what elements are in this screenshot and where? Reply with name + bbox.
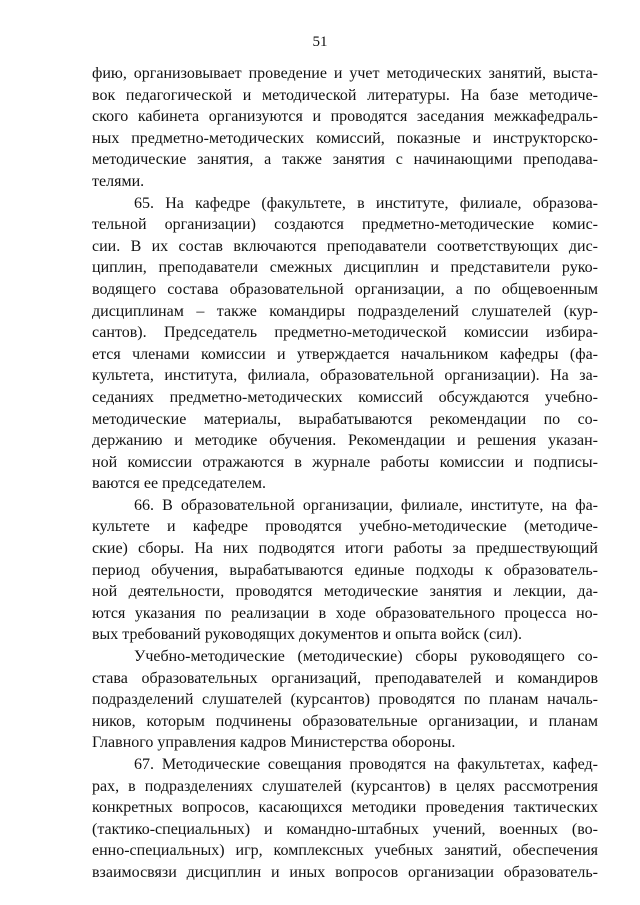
text-line: сантов). Председатель предметно-методической комиссии избира-: [92, 324, 598, 342]
text-line: взаимосвязи дисциплин и иных вопросов организации образователь-: [92, 863, 598, 881]
text-line: методические занятия, а также занятия с начинающими преподава-: [92, 151, 598, 169]
text-line: ников, которым подчинены образовательные организации, и планам: [92, 712, 598, 730]
text-line: фию, организовывает проведение и учет методических занятий, выста-: [92, 65, 598, 82]
text-line: период обучения, вырабатываются единые подходы к образователь-: [92, 561, 598, 579]
text-line: подразделений слушателей (курсантов) проводятся по планам началь-: [92, 691, 598, 709]
text-line: рах, в подразделениях слушателей (курсантов) в целях рассмотрения: [92, 777, 598, 795]
text-line: ной деятельности, проводятся методические занятия и лекции, да-: [92, 583, 598, 601]
text-line: ские) сборы. На них подводятся итоги работы за предшествующий: [92, 540, 598, 558]
text-line: Учебно-методические (методические) сборы руководящего со-: [134, 648, 598, 666]
text-line: тельной организации) создаются предметно-методические комис-: [92, 216, 598, 234]
text-line: методические материалы, вырабатываются рекомендации по со-: [92, 410, 598, 428]
text-line: циплин, преподаватели смежных дисциплин и представители руко-: [92, 259, 598, 277]
text-line: седаниях предметно-методических комиссий обсуждаются учебно-: [92, 388, 598, 406]
text-line: ется членами комиссии и утверждается начальником кафедры (фа-: [92, 345, 598, 363]
text-line: культете и кафедре проводятся учебно-методические (методиче-: [92, 518, 598, 536]
text-line: Главного управления кадров Министерства обороны.: [92, 734, 456, 752]
text-line: вых требований руководящих документов и опыта войск (сил).: [92, 626, 522, 644]
text-line: держанию и методике обучения. Рекомендации и решения указан-: [92, 432, 598, 450]
text-line: 65. На кафедре (факультете, в институте, филиале, образова-: [134, 194, 598, 212]
text-line: (тактико-специальных) и командно-штабных учений, военных (во-: [92, 820, 598, 838]
text-line: енно-специальных) игр, комплексных учебных занятий, обеспечения: [92, 842, 598, 860]
text-line: ются указания по реализации в ходе образовательного процесса но-: [92, 604, 598, 622]
text-line: телями.: [92, 172, 145, 190]
text-line: ского кабинета организуются и проводятся заседания межкафедраль-: [92, 108, 598, 126]
text-line: конкретных вопросов, касающихся методики проведения тактических: [92, 799, 598, 817]
page-number: 51: [312, 34, 328, 50]
text-line: дисциплинам – также командиры подразделений слушателей (кур-: [92, 302, 598, 320]
text-line: ной комиссии отражаются в журнале работы комиссии и подписы-: [92, 453, 598, 471]
text-line: ных предметно-методических комиссий, показные и инструкторско-: [92, 129, 598, 147]
document-body-text: [92, 63, 598, 884]
text-line: сии. В их состав включаются преподаватели соответствующих дис-: [92, 237, 598, 255]
text-line: ваются ее председателем.: [92, 475, 266, 493]
text-line: 66. В образовательной организации, филиале, институте, на фа-: [134, 496, 598, 514]
text-line: става образовательных организаций, преподавателей и командиров: [92, 669, 598, 687]
text-line: вок педагогической и методической литературы. На базе методиче-: [92, 86, 598, 104]
text-line: водящего состава образовательной организации, а по общевоенным: [92, 280, 598, 298]
text-line: культета, института, филиала, образовательной организации). На за-: [92, 367, 598, 385]
text-line: 67. Методические совещания проводятся на факультетах, кафед-: [134, 756, 598, 773]
